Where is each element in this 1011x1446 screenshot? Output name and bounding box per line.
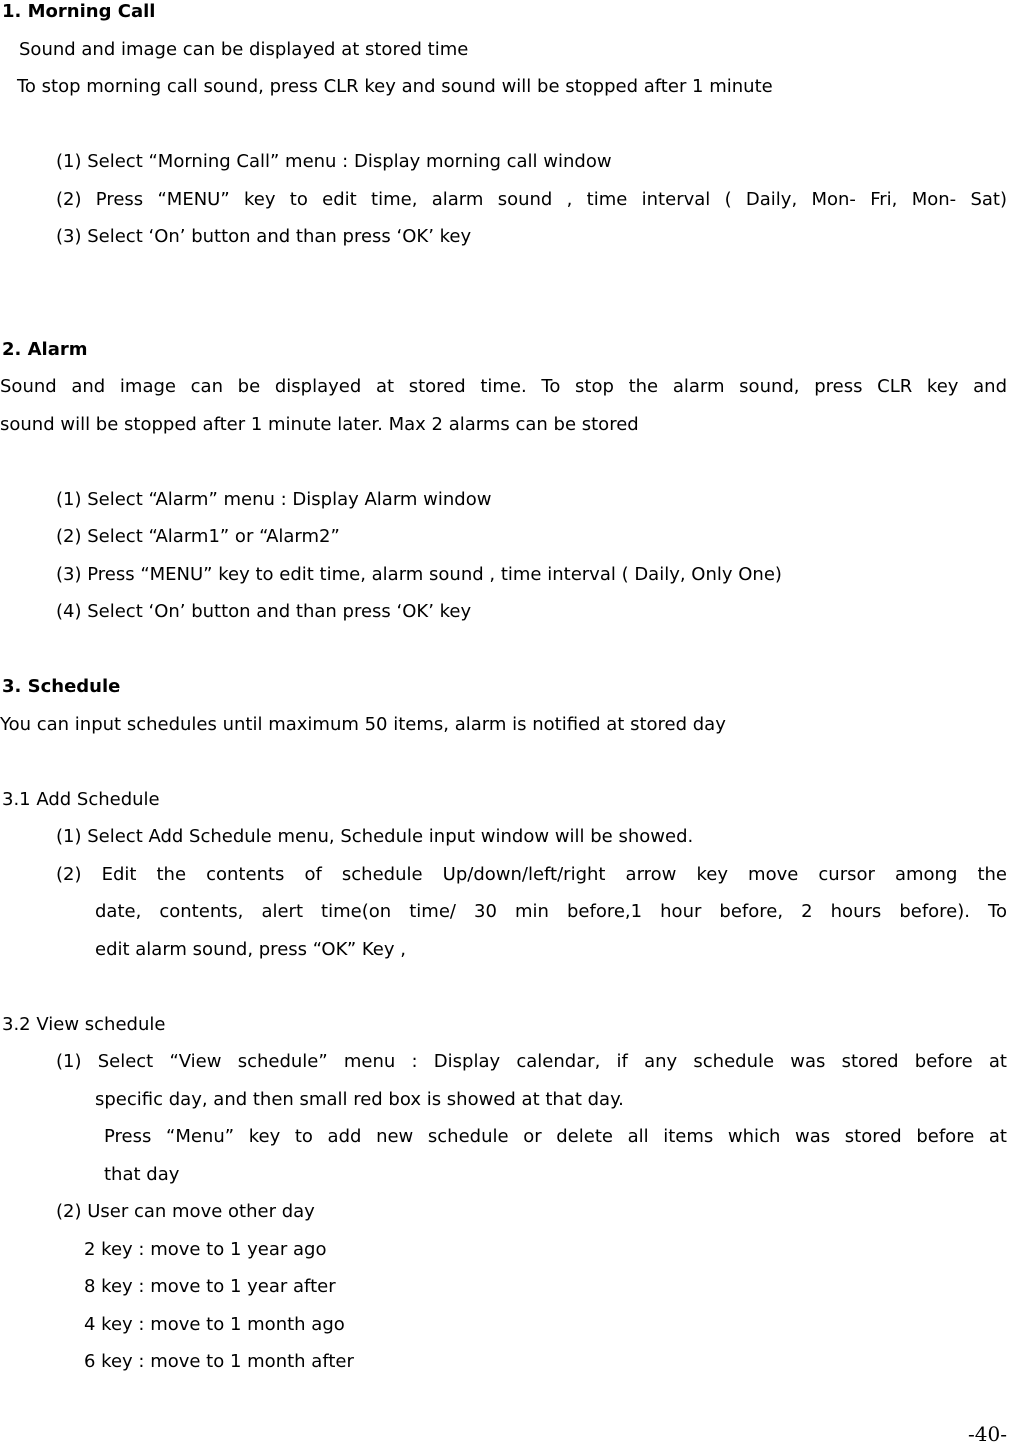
spacer-line — [0, 300, 1011, 338]
spacer-line — [0, 263, 1011, 301]
key-move-item: 6 key : move to 1 month after — [84, 1351, 354, 1372]
key-move-item: 8 key : move to 1 year after — [84, 1276, 336, 1297]
key-move-item: 4 key : move to 1 month ago — [84, 1313, 345, 1335]
step-item: (2) Press “MENU” key to edit time, alarm sound , time interval ( Daily, Mon- Fri, Mon- Sat) — [56, 188, 1007, 210]
section-3-2-heading: 3.2 View schedule — [2, 1013, 166, 1035]
step-continuation-line: specific day, and then small red box is showed at that day. — [95, 1088, 624, 1110]
step-item: (1) Select “Alarm” menu : Display Alarm window — [56, 488, 492, 510]
step-continuation-line: Press “Menu” key to add new schedule or delete all items which was stored before at — [104, 1126, 1007, 1147]
paragraph-line: sound will be stopped after 1 minute later. Max 2 alarms can be stored — [0, 413, 639, 435]
step-item: (1) Select “View schedule” menu : Display calendar, if any schedule was stored before at — [56, 1051, 1007, 1072]
paragraph-line: Sound and image can be displayed at stored time. To stop the alarm sound, press CLR key and — [0, 376, 1007, 397]
key-move-item: 2 key : move to 1 year ago — [84, 1238, 327, 1260]
spacer-line — [0, 113, 1011, 151]
step-item: (2) Select “Alarm1” or “Alarm2” — [56, 526, 340, 547]
section-1-heading: 1. Morning Call — [2, 1, 156, 22]
page-number: -40- — [968, 1422, 1007, 1446]
spacer-line — [0, 750, 1011, 788]
spacer-line — [0, 450, 1011, 488]
spacer-line — [0, 975, 1011, 1013]
step-item: (2) Edit the contents of schedule Up/down/left/right arrow key move cursor among the — [56, 863, 1007, 885]
step-item: (1) Select Add Schedule menu, Schedule input window will be showed. — [56, 826, 694, 847]
section-2-heading: 2. Alarm — [2, 338, 88, 360]
step-item: (2) User can move other day — [56, 1201, 315, 1222]
step-item: (3) Press “MENU” key to edit time, alarm sound , time interval ( Daily, Only One) — [56, 563, 782, 585]
step-item: (4) Select ‘On’ button and than press ‘OK’ key — [56, 601, 472, 622]
step-continuation-line: date, contents, alert time(on time/ 30 min before,1 hour before, 2 hours before). To — [95, 901, 1007, 922]
step-continuation-line: edit alarm sound, press “OK” Key , — [95, 938, 406, 960]
section-3-heading: 3. Schedule — [2, 676, 121, 697]
paragraph-line: Sound and image can be displayed at stored time — [19, 38, 469, 60]
step-item: (1) Select “Morning Call” menu : Display morning call window — [56, 151, 612, 172]
paragraph-line: You can input schedules until maximum 50 items, alarm is notified at stored day — [0, 713, 726, 735]
section-3-1-heading: 3.1 Add Schedule — [2, 788, 160, 810]
step-item: (3) Select ‘On’ button and than press ‘OK’ key — [56, 226, 472, 247]
paragraph-line: To stop morning call sound, press CLR key and sound will be stopped after 1 minute — [17, 76, 773, 97]
spacer-line — [0, 638, 1011, 676]
step-continuation-line: that day — [104, 1163, 180, 1185]
